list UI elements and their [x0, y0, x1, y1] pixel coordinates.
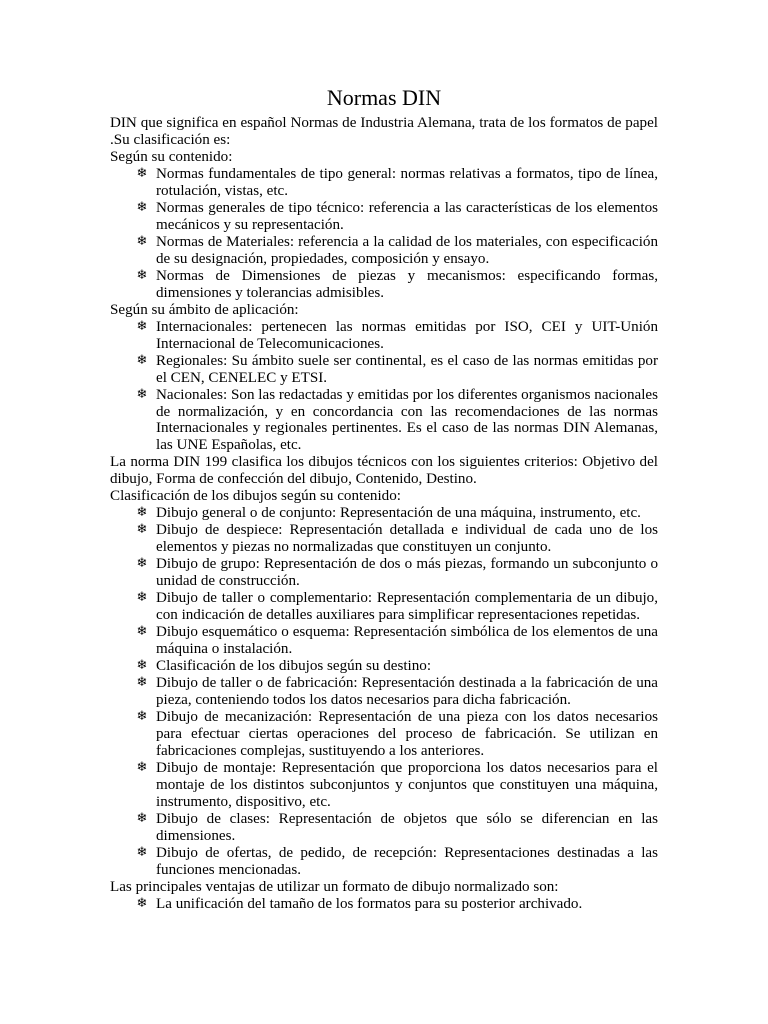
- list-item: [110, 811, 658, 845]
- list-item: [110, 387, 658, 455]
- list-item-text: Normas generales de tipo técnico: referencia a las características de los elementos mecánicos y su representación.: [156, 199, 658, 233]
- list-ventajas: [110, 896, 658, 913]
- snowflake-bullet-icon: ❄: [136, 675, 148, 691]
- list-item: [110, 896, 658, 913]
- list-item-text: Dibujo esquemático o esquema: Representación simbólica de los elementos de una máquina o instalación.: [156, 624, 658, 658]
- list-item: [110, 658, 658, 675]
- section-heading-ambito: Según su ámbito de aplicación:: [110, 301, 299, 318]
- list-item-text: Dibujo de despiece: Representación detallada e individual de cada uno de los elementos y piezas no normalizadas que constituyen un conjunto.: [156, 522, 658, 556]
- snowflake-bullet-icon: ❄: [136, 352, 148, 368]
- list-item: [110, 709, 658, 760]
- snowflake-bullet-icon: ❄: [136, 709, 148, 725]
- snowflake-bullet-icon: ❄: [136, 845, 148, 861]
- list-item: [110, 166, 658, 200]
- snowflake-bullet-icon: ❄: [136, 590, 148, 606]
- snowflake-bullet-icon: ❄: [136, 896, 148, 912]
- list-item-text: Normas de Materiales: referencia a la calidad de los materiales, con especificación de su designación, propiedades, composición y ensayo.: [156, 233, 658, 267]
- list-item-text: Dibujo de mecanización: Representación de una pieza con los datos necesarios para efectuar ciertas operaciones del proceso de fabricación. Se utilizan en fabricaciones complejas, sustituyendo a los anteriores.: [156, 709, 658, 760]
- intro-paragraph: DIN que significa en español Normas de Industria Alemana, trata de los formatos de papel .Su clasificación es:: [110, 115, 658, 148]
- list-item-text: Internacionales: pertenecen las normas emitidas por ISO, CEI y UIT-Unión Internacional de Telecomunicaciones.: [156, 318, 658, 352]
- list-item-text: Dibujo de taller o complementario: Representación complementaria de un dibujo, con indicación de detalles auxiliares para simplificar representaciones repetidas.: [156, 590, 658, 624]
- snowflake-bullet-icon: ❄: [136, 267, 148, 283]
- list-item-text: Regionales: Su ámbito suele ser continental, es el caso de las normas emitidas por el CEN, CENELEC y ETSI.: [156, 352, 658, 386]
- list-item-text: Clasificación de los dibujos según su destino:: [156, 658, 432, 675]
- snowflake-bullet-icon: ❄: [136, 760, 148, 776]
- document-page: [110, 85, 658, 913]
- snowflake-bullet-icon: ❄: [136, 233, 148, 249]
- list-item-text: Dibujo de ofertas, de pedido, de recepción: Representaciones destinadas a las funciones mencionadas.: [156, 845, 658, 879]
- snowflake-bullet-icon: ❄: [136, 522, 148, 538]
- snowflake-bullet-icon: ❄: [136, 199, 148, 215]
- snowflake-bullet-icon: ❄: [136, 318, 148, 334]
- section-heading-ventajas: Las principales ventajas de utilizar un formato de dibujo normalizado son:: [110, 879, 559, 896]
- list-item: [110, 353, 658, 387]
- list-item: [110, 845, 658, 879]
- list-item-text: Dibujo de taller o de fabricación: Representación destinada a la fabricación de una pieza, conteniendo todos los datos necesarios para dicha fabricación.: [156, 675, 658, 709]
- din199-paragraph: La norma DIN 199 clasifica los dibujos técnicos con los siguientes criterios: Objetivo del dibujo, Forma de confección del dibujo, Contenido, Destino.: [110, 454, 658, 488]
- list-item-text: La unificación del tamaño de los formatos para su posterior archivado.: [156, 896, 583, 913]
- snowflake-bullet-icon: ❄: [136, 505, 148, 521]
- snowflake-bullet-icon: ❄: [136, 556, 148, 572]
- list-item: [110, 624, 658, 658]
- snowflake-bullet-icon: ❄: [136, 658, 148, 674]
- list-item: [110, 234, 658, 268]
- list-item: [110, 522, 658, 556]
- document-title: Normas DIN: [326, 85, 442, 110]
- section-heading-contenido: Según su contenido:: [110, 148, 233, 165]
- list-item-text: Normas fundamentales de tipo general: normas relativas a formatos, tipo de línea, rotulación, vistas, etc.: [156, 165, 658, 199]
- list-dibujos: [110, 505, 658, 879]
- list-item: [110, 675, 658, 709]
- list-item-text: Dibujo de clases: Representación de objetos que sólo se diferencian en las dimensiones.: [156, 811, 658, 845]
- list-item: [110, 556, 658, 590]
- list-item-text: Normas de Dimensiones de piezas y mecanismos: especificando formas, dimensiones y tolerancias admisibles.: [156, 267, 658, 301]
- list-ambito: [110, 319, 658, 455]
- list-item-text: Dibujo de montaje: Representación que proporciona los datos necesarios para el montaje de los distintos subconjuntos y conjuntos que constituyen una máquina, instrumento, dispositivo, etc.: [156, 760, 658, 811]
- list-item-text: Dibujo de grupo: Representación de dos o más piezas, formando un subconjunto o unidad de construcción.: [156, 556, 658, 590]
- snowflake-bullet-icon: ❄: [136, 165, 148, 181]
- section-heading-dibujos: Clasificación de los dibujos según su contenido:: [110, 488, 401, 505]
- snowflake-bullet-icon: ❄: [136, 386, 148, 402]
- list-item: [110, 505, 658, 522]
- list-item-text: Nacionales: Son las redactadas y emitidas por los diferentes organismos nacionales de normalización, y en concordancia con las recomendaciones de las normas Internacionales y regionales pertinentes. Es el caso de las normas DIN Alemanas, las UNE Españolas, etc.: [156, 386, 658, 454]
- snowflake-bullet-icon: ❄: [136, 811, 148, 827]
- list-item: [110, 590, 658, 624]
- list-item-text: Dibujo general o de conjunto: Representación de una máquina, instrumento, etc.: [156, 505, 641, 522]
- list-item: [110, 268, 658, 302]
- list-item: [110, 200, 658, 234]
- list-item: [110, 760, 658, 811]
- list-contenido: [110, 166, 658, 302]
- snowflake-bullet-icon: ❄: [136, 624, 148, 640]
- list-item: [110, 319, 658, 353]
